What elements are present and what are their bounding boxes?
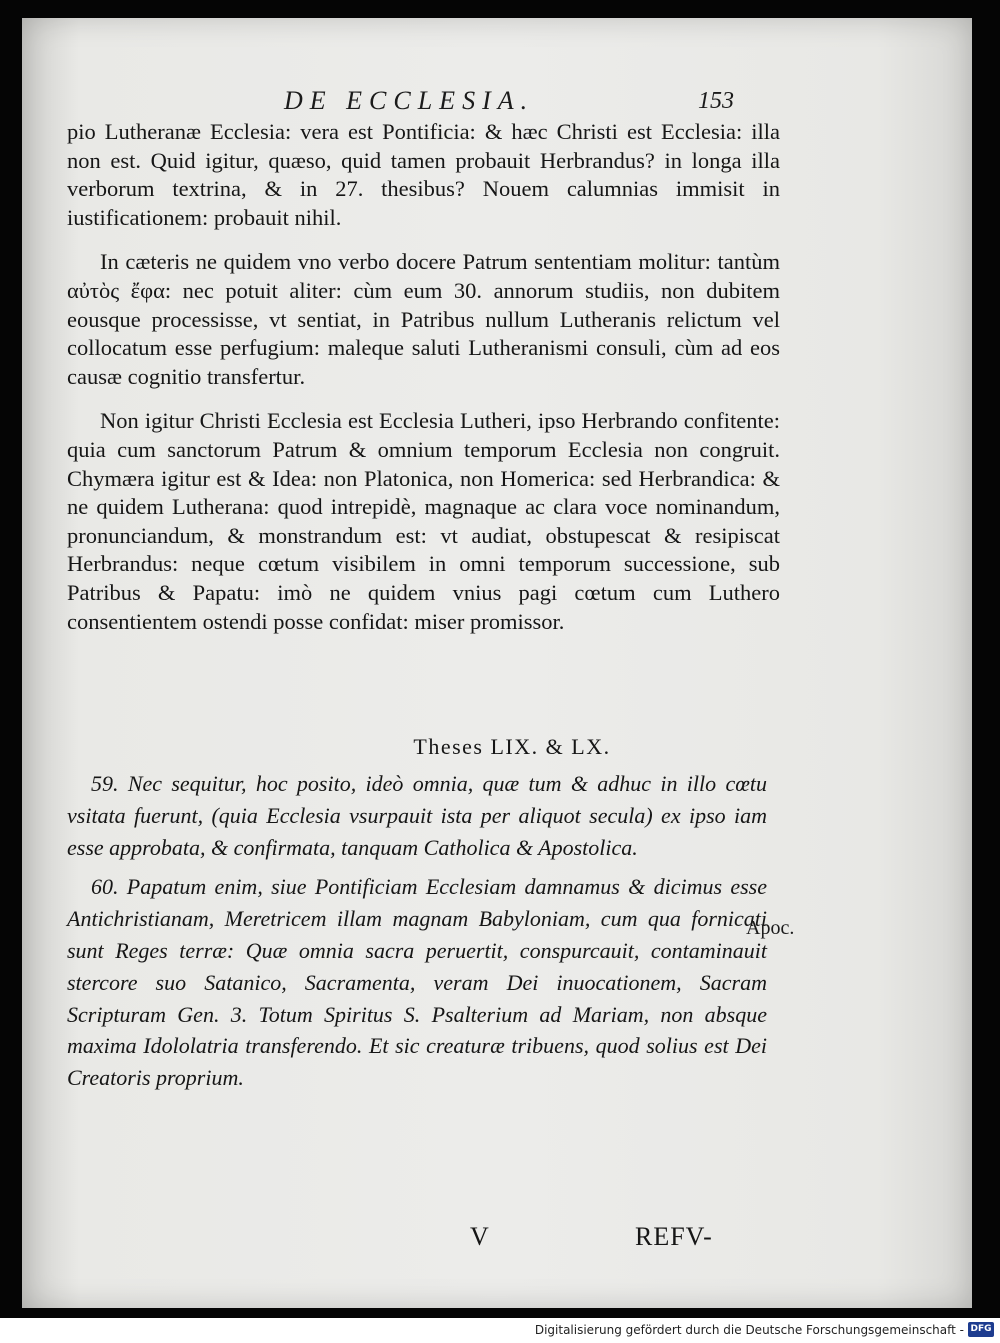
- marginal-note: Apoc.: [746, 917, 795, 939]
- catchword: REFV-: [635, 1222, 713, 1251]
- page-number: 153: [698, 88, 734, 114]
- funding-text: Digitalisierung gefördert durch die Deutsche Forschungsgemeinschaft -: [534, 1323, 964, 1337]
- signature-mark: V: [470, 1222, 489, 1251]
- thesis-60: 60. Papatum enim, siue Pontificiam Ecclesiam damnamus & dicimus esse Antichristianam, Meretricem illam magnam Babyloniam, cum qua fornicati sunt Reges terræ: Quæ omnia sacra peruertit, conspurcauit, contaminauit stercore suo Satanico, Sacramenta, veram Dei inuocationem, Sacram Scripturam Gen. 3. Totum Spiritus S. Psalterium ad Mariam, non absque maxima Idololatria transferendo. Et sic creaturæ tribuens, quod solius est Dei Creatoris proprium.: [67, 874, 767, 1091]
- dfg-logo-icon: DFG: [968, 1322, 994, 1337]
- paragraph: In cæteris ne quidem vno verbo docere Patrum sententiam molitur: tantùm αὐτὸς ἔφα: nec potuit aliter: cùm eum 30. annorum studiis, non dubitem eousque processisse, vt sentiat, in Patribus nullum Lutheranis relictum vel collocatum esse perfugium: maleque saluti Lutheranismi consuli, cùm ad eos causæ cognitio transfertur.: [67, 249, 780, 389]
- theses-block: [67, 768, 767, 1094]
- running-title: DE ECCLESIA.: [284, 86, 535, 115]
- book-page: [22, 18, 972, 1308]
- paragraph: Non igitur Christi Ecclesia est Ecclesia Lutheri, ipso Herbrando confitente: quia cum sanctorum Patrum & omnium temporum Ecclesia non congruit. Chymæra igitur est & Idea: non Platonica, non Homerica: sed Herbrandica: & ne quidem Lutherana: quod intrepidè, magnaque ac clara voce nominandum, pronunciandum, & monstrandum est: vt audiat, obstupescat & resipiscat Herbrandus: neque cœtum visibilem in omni temporum successione, sub Patribus & Papatu: imò ne quidem vnius pagi cœtum cum Luthero consentientem ostendi posse confidat: miser promissor.: [67, 408, 780, 634]
- paragraph: pio Lutheranæ Ecclesia: vera est Pontificia: & hæc Christi est Ecclesia: illa non est. Quid igitur, quæso, quid tamen probauit Herbrandus? in longa illa verborum textrina, & in 27. thesibus? Nouem calumnias immisit in iustificationem: probauit nihil.: [67, 119, 780, 230]
- theses-heading: Theses LIX. & LX.: [413, 734, 611, 759]
- body-text: [67, 118, 780, 636]
- digitization-footer: [0, 1318, 1000, 1343]
- thesis-59: 59. Nec sequitur, hoc posito, ideò omnia, quæ tum & adhuc in illo cœtu vsitata fuerunt, (quia Ecclesia vsurpauit ista per aliquot secula) ex ipso iam esse approbata, & confirmata, tanquam Catholica & Apostolica.: [67, 771, 767, 860]
